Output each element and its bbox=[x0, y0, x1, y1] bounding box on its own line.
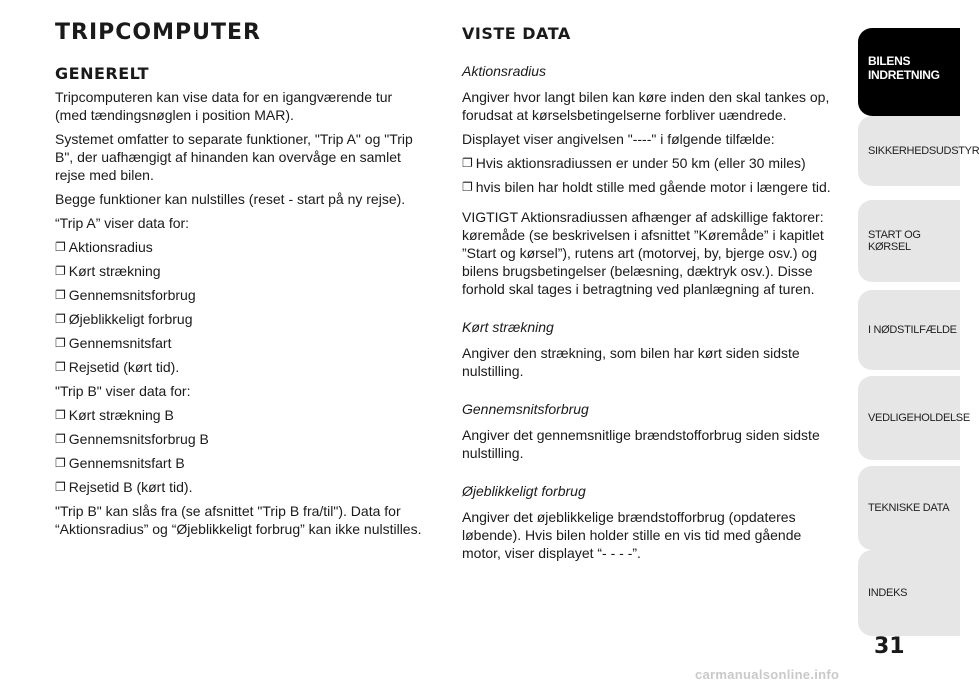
tab-indeks[interactable]: INDEKS bbox=[858, 550, 960, 636]
list-item: ❐ hvis bilen har holdt stille med gående motor i længere tid. bbox=[462, 179, 831, 195]
paragraph: Displayet viser angivelsen "----" i følgende tilfælde: bbox=[462, 131, 775, 147]
paragraph: Angiver den strækning, som bilen har kørt siden sidste nulstilling. bbox=[462, 345, 800, 379]
list-item: ❐ Gennemsnitsforbrug B bbox=[55, 431, 209, 447]
subsection-label: Kørt strækning bbox=[462, 319, 554, 335]
checkbox-bullet-icon: ❐ bbox=[55, 432, 66, 446]
tab-tekniske-data[interactable]: TEKNISKE DATA bbox=[858, 466, 960, 550]
paragraph: "Trip B" kan slås fra (se afsnittet "Trip B fra/til"). Data for “Aktionsradius” og “Øjeblikkeligt forbrug” kan ikke nulstilles. bbox=[55, 503, 422, 537]
tab-vedligeholdelse[interactable]: VEDLIGEHOLDELSE bbox=[858, 376, 960, 460]
list-item: ❐ Rejsetid B (kørt tid). bbox=[55, 479, 193, 495]
checkbox-bullet-icon: ❐ bbox=[462, 180, 473, 194]
checkbox-bullet-icon: ❐ bbox=[55, 480, 66, 494]
list-item: ❐ Rejsetid (kørt tid). bbox=[55, 359, 180, 375]
paragraph: "Trip B" viser data for: bbox=[55, 383, 191, 399]
tab-bilens-indretning[interactable]: BILENS INDRETNING bbox=[858, 28, 960, 116]
list-item: ❐ Aktionsradius bbox=[55, 239, 153, 255]
subsection-label: Gennemsnitsforbrug bbox=[462, 401, 589, 417]
checkbox-bullet-icon: ❐ bbox=[55, 456, 66, 470]
tab-sikkerhedsudstyr[interactable]: SIKKERHEDSUDSTYR bbox=[858, 116, 960, 186]
list-item: ❐ Gennemsnitsforbrug bbox=[55, 287, 196, 303]
list-item: ❐ Hvis aktionsradiussen er under 50 km (eller 30 miles) bbox=[462, 155, 806, 171]
list-item: ❐ Gennemsnitsfart B bbox=[55, 455, 185, 471]
subsection-label: Øjeblikkeligt forbrug bbox=[462, 483, 586, 499]
checkbox-bullet-icon: ❐ bbox=[55, 264, 66, 278]
tab-start-og-korsel[interactable]: START OG KØRSEL bbox=[858, 200, 960, 282]
section-heading-generelt: GENERELT bbox=[55, 64, 150, 83]
checkbox-bullet-icon: ❐ bbox=[55, 240, 66, 254]
page-title: TRIPCOMPUTER bbox=[55, 20, 261, 45]
checkbox-bullet-icon: ❐ bbox=[55, 312, 66, 326]
paragraph: Angiver hvor langt bilen kan køre inden den skal tankes op, forudsat at kørselsbetingelserne forbliver uændrede. bbox=[462, 89, 830, 123]
paragraph: Angiver det øjeblikkelige brændstofforbrug (opdateres løbende). Hvis bilen holder stille en vis tid med gående motor, viser displayet “- - - -”. bbox=[462, 509, 802, 561]
watermark: carmanualsonline.info bbox=[695, 667, 840, 682]
paragraph: Tripcomputeren kan vise data for en igangværende tur (med tændingsnøglen i position MAR). bbox=[55, 89, 393, 123]
important-note: VIGTIGT Aktionsradiussen afhænger af adskillige faktorer: køremåde (se beskrivelsen i afsnittet ”Køremåde” i kapitlet ”Start og kørsel”), rutens art (motorvej, by, bjerge osv.) og bilens brugsbetingelser (belæsning, dæktryk osv.). Disse forhold skal tages i betragtning ved planlægning af turen. bbox=[462, 209, 824, 297]
paragraph: “Trip A” viser data for: bbox=[55, 215, 190, 231]
checkbox-bullet-icon: ❐ bbox=[55, 336, 66, 350]
list-item: ❐ Kørt strækning B bbox=[55, 407, 174, 423]
left-column bbox=[55, 88, 425, 544]
subsection-label: Aktionsradius bbox=[462, 63, 547, 79]
list-item: ❐ Øjeblikkeligt forbrug bbox=[55, 311, 193, 327]
checkbox-bullet-icon: ❐ bbox=[55, 408, 66, 422]
page-number: 31 bbox=[874, 634, 905, 659]
checkbox-bullet-icon: ❐ bbox=[55, 360, 66, 374]
paragraph: Begge funktioner kan nulstilles (reset - start på ny rejse). bbox=[55, 191, 406, 207]
list-item: ❐ Kørt strækning bbox=[55, 263, 161, 279]
paragraph: Angiver det gennemsnitlige brændstofforbrug siden sidste nulstilling. bbox=[462, 427, 820, 461]
right-column bbox=[462, 62, 842, 568]
list-item: ❐ Gennemsnitsfart bbox=[55, 335, 172, 351]
paragraph: Systemet omfatter to separate funktioner, "Trip A" og "Trip B", der uafhængigt af hinanden kan overvåge en samlet rejse med bilen. bbox=[55, 131, 413, 183]
checkbox-bullet-icon: ❐ bbox=[462, 156, 473, 170]
section-heading-viste-data: VISTE DATA bbox=[462, 24, 571, 43]
checkbox-bullet-icon: ❐ bbox=[55, 288, 66, 302]
tab-i-nodstilfaelde[interactable]: I NØDSTILFÆLDE bbox=[858, 290, 960, 370]
